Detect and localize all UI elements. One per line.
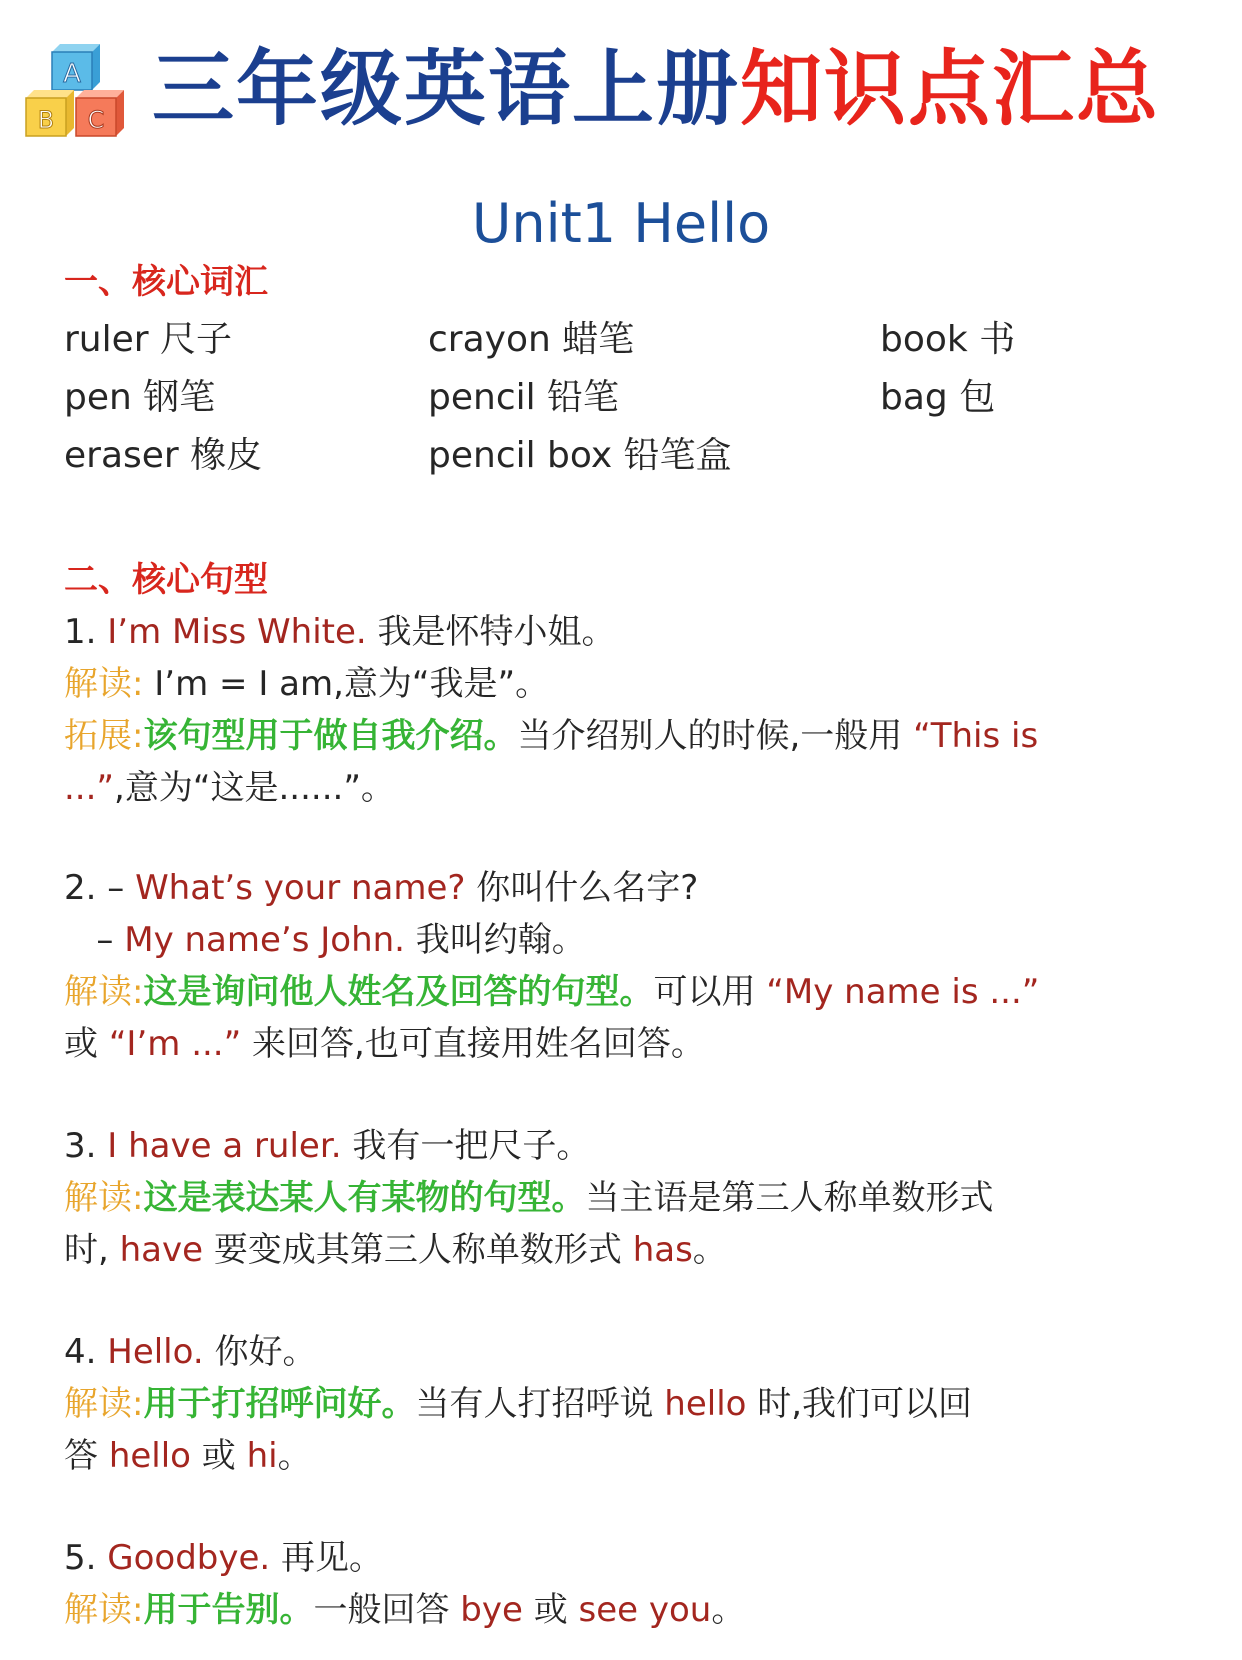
vocab-item: pencil 铅笔 xyxy=(428,377,620,418)
title-red-part: 知识点汇总 xyxy=(740,42,1161,137)
sentence-2 xyxy=(64,866,698,910)
ext-en: “This is xyxy=(913,716,1039,756)
line2-text: 来回答,也可直接用姓名回答。 xyxy=(252,1024,705,1064)
sentence-number: 1. xyxy=(64,612,108,652)
line2-text: 。 xyxy=(277,1436,312,1476)
reply-cn: 我叫约翰。 xyxy=(404,920,586,960)
vocab-item: ruler 尺子 xyxy=(64,319,233,360)
ext-text: 当介绍别人的时候,一般用 xyxy=(517,716,903,756)
sentence-2-note-line2 xyxy=(64,1022,705,1066)
sentence-number: 2. – xyxy=(64,868,136,908)
sentence-cn: 我有一把尺子。 xyxy=(341,1126,591,1166)
note-en: hello xyxy=(653,1384,758,1424)
note-label: 解读: xyxy=(64,972,144,1012)
note-label: 解读: xyxy=(64,664,144,704)
sentence-2-reply xyxy=(64,918,586,962)
note-text: 或 xyxy=(522,1590,579,1630)
sentence-1 xyxy=(64,610,616,654)
note-en: “My name is ...” xyxy=(766,972,1040,1012)
line2-en: hi xyxy=(246,1436,278,1476)
sentence-en: What’s your name? xyxy=(135,868,466,908)
sentence-heading: 二、核心句型 xyxy=(64,560,268,600)
reply-en: My name’s John. xyxy=(124,920,405,960)
page-title xyxy=(152,42,1160,138)
line2-text: 或 xyxy=(64,1024,98,1064)
sentence-en: Goodbye. xyxy=(107,1538,271,1578)
title-blue-part: 三年级英语上册 xyxy=(152,42,741,137)
abc-blocks-icon xyxy=(22,40,134,140)
vocab-item: pencil box 铅笔盒 xyxy=(428,435,732,476)
sentence-number: 5. xyxy=(64,1538,108,1578)
sentence-en: I’m Miss White. xyxy=(107,612,367,652)
sentence-3 xyxy=(64,1124,590,1168)
sentence-number: 4. xyxy=(64,1332,108,1372)
sentence-cn: 你叫什么名字? xyxy=(465,868,699,908)
ext-label: 拓展: xyxy=(64,716,144,756)
note-bold: 这是询问他人姓名及回答的句型。 xyxy=(143,972,654,1012)
ext-bold: 该句型用于做自我介绍。 xyxy=(143,716,518,756)
note-text: I’m = I am,意为“我是”。 xyxy=(143,664,550,704)
note-text: 时,我们可以回 xyxy=(757,1384,973,1424)
sentence-number: 3. xyxy=(64,1126,108,1166)
logo-letter-a: A xyxy=(63,59,81,89)
vocab-item: crayon 蜡笔 xyxy=(428,319,635,360)
sentence-3-note-line2 xyxy=(64,1228,727,1272)
vocab-heading: 一、核心词汇 xyxy=(64,262,268,302)
line2-en: has xyxy=(632,1230,693,1270)
note-en: see you xyxy=(578,1590,712,1630)
sentence-cn: 你好。 xyxy=(203,1332,317,1372)
line2-en: have xyxy=(119,1230,204,1270)
sentence-4-note xyxy=(64,1382,972,1426)
sentence-1-ext-line2 xyxy=(64,766,395,810)
line2-text: 要变成其第三人称单数形式 xyxy=(203,1230,633,1270)
note-bold: 用于告别。 xyxy=(143,1590,314,1630)
sentence-en: I have a ruler. xyxy=(107,1126,342,1166)
line2-text: 或 xyxy=(190,1436,247,1476)
sentence-1-ext xyxy=(64,714,1038,758)
sentence-4-note-line2 xyxy=(64,1434,312,1478)
sentence-2-note xyxy=(64,970,1039,1014)
note-en: bye xyxy=(460,1590,523,1630)
note-text: 。 xyxy=(711,1590,746,1630)
reply-prefix: – xyxy=(64,920,125,960)
ext-line2-en: ...” xyxy=(64,768,115,808)
note-label: 解读: xyxy=(64,1384,144,1424)
vocab-item: pen 钢笔 xyxy=(64,377,216,418)
logo-letter-b: B xyxy=(37,106,55,134)
sentence-en: Hello. xyxy=(107,1332,204,1372)
sentence-3-note xyxy=(64,1176,993,1220)
note-text: 可以用 xyxy=(653,972,756,1012)
sentence-5-note xyxy=(64,1588,745,1632)
note-bold: 这是表达某人有某物的句型。 xyxy=(143,1178,586,1218)
note-label: 解读: xyxy=(64,1590,144,1630)
vocab-item: eraser 橡皮 xyxy=(64,435,263,476)
line2-en: hello xyxy=(108,1436,191,1476)
line2-text: 答 xyxy=(64,1436,109,1476)
ext-line2-text: ,意为“这是......”。 xyxy=(114,768,395,808)
page-header xyxy=(22,36,1232,146)
note-bold: 用于打招呼问好。 xyxy=(143,1384,416,1424)
line2-text: 时, xyxy=(64,1230,120,1270)
note-text: 当主语是第三人称单数形式 xyxy=(585,1178,994,1218)
sentence-5 xyxy=(64,1536,383,1580)
sentence-4 xyxy=(64,1330,316,1374)
line2-text: 。 xyxy=(692,1230,727,1270)
logo-letter-c: C xyxy=(87,106,105,134)
note-text: 当有人打招呼说 xyxy=(415,1384,654,1424)
line2-en: “I’m ...” xyxy=(108,1024,242,1064)
sentence-cn: 再见。 xyxy=(270,1538,384,1578)
vocab-item: bag 包 xyxy=(880,377,996,418)
sentence-1-note xyxy=(64,662,549,706)
note-text: 一般回答 xyxy=(313,1590,461,1630)
unit-title: Unit1 Hello xyxy=(471,192,771,255)
note-label: 解读: xyxy=(64,1178,144,1218)
vocab-item: book 书 xyxy=(880,319,1016,360)
sentence-cn: 我是怀特小姐。 xyxy=(366,612,616,652)
